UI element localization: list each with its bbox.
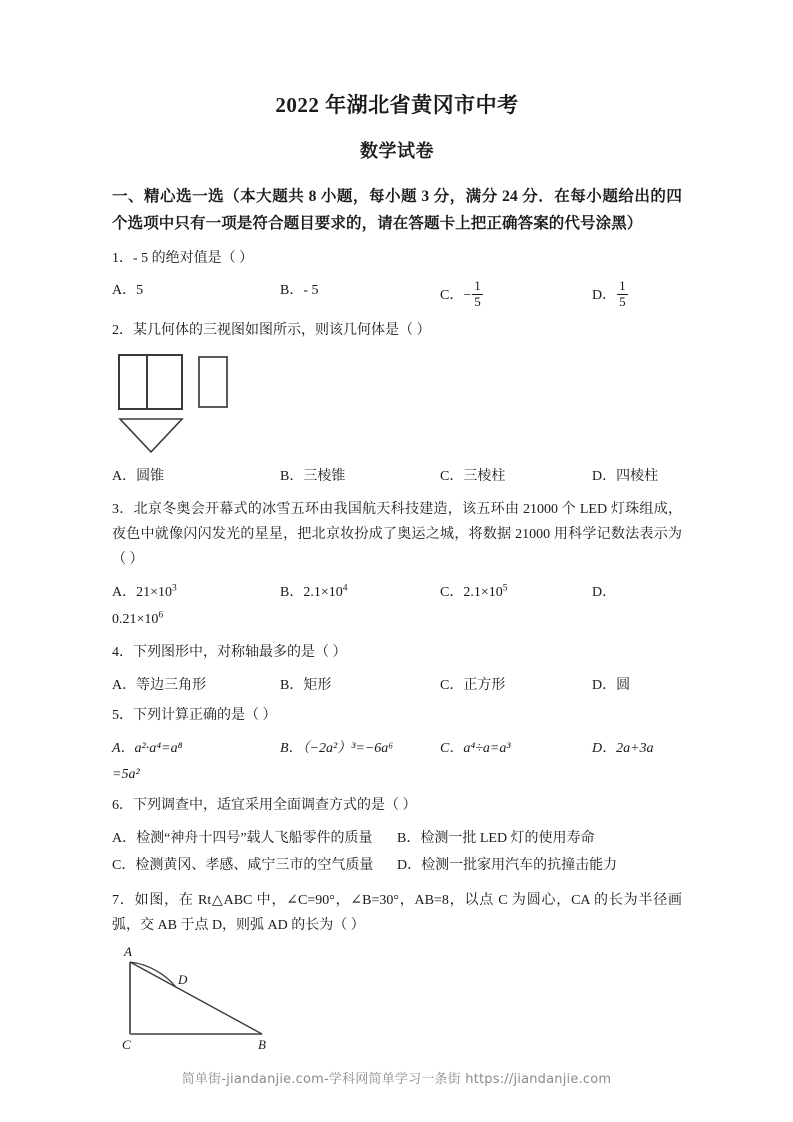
option-d-fraction: $\frac{1}{5}$ xyxy=(619,278,626,309)
section-heading: 一、精心选一选（本大题共 8 小题，每小题 3 分，满分 24 分．在每小题给出的四个选项中只有一项是符合题目要求的，请在答题卡上把正确答案的代号涂黑） xyxy=(112,188,682,233)
question-7-stem: 7．如图，在 Rt△ABC 中，∠C=90°，∠B=30°，AB=8，以点 C 为圆心，CA 的长为半径画弧，交 AB 于点 D，则弧 AD 的长为（ ） xyxy=(112,892,682,933)
page-title: 2022 年湖北省黄冈市中考 xyxy=(275,93,519,117)
question-1-option-d[interactable] xyxy=(592,279,682,309)
question-4-stem: 4．下列图形中，对称轴最多的是（ ） xyxy=(112,644,347,660)
question-3-stem: 3．北京冬奥会开幕式的冰雪五环由我国航天科技建造，该五环由 21000 个 LED 灯珠组成，夜色中就像闪闪发光的星星，把北京妆扮成了奥运之城，将数据 21000 用科学记数法表示为（ ） xyxy=(112,502,682,568)
option-c-fraction: $\frac{1}{5}$ xyxy=(474,278,481,309)
option-c-minus-sign: − xyxy=(463,287,472,303)
vertex-label-c: C xyxy=(122,1037,131,1053)
question-3-option-c[interactable] xyxy=(440,581,592,605)
vertex-label-b: B xyxy=(258,1037,266,1053)
option-d-text: 0.21×10 xyxy=(112,611,159,627)
question-2-option-d[interactable]: D．四棱柱 xyxy=(592,469,659,485)
question-4-option-b[interactable]: B．矩形 xyxy=(280,677,332,693)
question-5-option-b[interactable]: B．（−2a²）³=−6a⁶ xyxy=(280,740,394,756)
option-d-exponent: 6 xyxy=(158,610,164,621)
question-2-option-b[interactable]: B．三棱锥 xyxy=(280,469,346,485)
question-1-option-c[interactable] xyxy=(440,279,592,309)
option-c-text: C．2.1×10 xyxy=(440,584,503,600)
question-5-option-d-tail[interactable]: =5a² xyxy=(112,767,140,783)
question-2-options xyxy=(112,465,682,489)
question-4-option-d[interactable]: D．圆 xyxy=(592,677,631,693)
option-d-label: D． xyxy=(592,288,617,304)
question-4-option-a[interactable]: A．等边三角形 xyxy=(112,677,207,693)
option-b-exponent: 4 xyxy=(342,583,348,594)
question-1-option-a[interactable]: A．5 xyxy=(112,283,144,299)
question-1-option-b[interactable]: B．- 5 xyxy=(280,283,319,299)
question-1-stem: 1．- 5 的绝对值是（ ） xyxy=(112,250,254,266)
question-5-option-d[interactable]: D．2a+3a xyxy=(592,740,654,756)
question-3-option-b[interactable] xyxy=(280,581,440,605)
question-3-options xyxy=(112,581,682,605)
question-2-three-view-figure xyxy=(112,351,682,457)
question-6-options xyxy=(112,826,682,879)
question-2-stem: 2．某几何体的三视图如图所示，则该几何体是（ ） xyxy=(112,322,431,338)
question-5-option-a[interactable]: A．a²·a⁴=a⁸ xyxy=(112,740,183,756)
page-subtitle: 数学试卷 xyxy=(360,141,434,162)
question-4-options xyxy=(112,674,682,698)
option-c-exponent: 5 xyxy=(502,583,508,594)
question-6-option-c[interactable]: C．检测黄冈、孝感、咸宁三市的空气质量 xyxy=(112,858,374,873)
question-3-option-d-value[interactable] xyxy=(112,607,682,632)
question-2-option-c[interactable]: C．三棱柱 xyxy=(440,469,506,485)
point-label-d: D xyxy=(178,972,188,988)
vertex-label-a: A xyxy=(124,944,132,960)
question-7-triangle-figure xyxy=(112,944,682,1056)
option-b-text: B．2.1×10 xyxy=(280,584,343,600)
page-content xyxy=(112,0,682,1056)
question-3-option-a[interactable] xyxy=(112,581,280,605)
question-6-stem: 6．下列调查中，适宜采用全面调查方式的是（ ） xyxy=(112,797,417,813)
option-a-text: A．21×10 xyxy=(112,584,173,600)
question-4-option-c[interactable]: C．正方形 xyxy=(440,677,506,693)
option-a-exponent: 3 xyxy=(172,583,177,594)
right-triangle-diagram-svg xyxy=(112,944,312,1056)
question-3-option-d-label[interactable]: D． xyxy=(592,584,617,600)
three-view-diagram-svg xyxy=(112,351,312,457)
question-5-options xyxy=(112,737,682,761)
question-5-stem: 5．下列计算正确的是（ ） xyxy=(112,707,277,723)
question-6-option-a[interactable]: A．检测“神舟十四号”载人飞船零件的质量 xyxy=(112,831,373,847)
question-5-option-c[interactable]: C．a⁴÷a=a³ xyxy=(440,740,511,756)
option-c-label: C． xyxy=(440,288,464,304)
question-6-option-b[interactable]: B．检测一批 LED 灯的使用寿命 xyxy=(397,831,595,847)
footer-watermark: 简单街-jiandanjie.com-学科网简单学习一条街 https://jiandanjie.com xyxy=(181,1072,612,1087)
question-2-option-a[interactable]: A．圆锥 xyxy=(112,469,165,485)
question-1-options xyxy=(112,279,682,309)
question-6-option-d[interactable]: D．检测一批家用汽车的抗撞击能力 xyxy=(397,858,618,873)
